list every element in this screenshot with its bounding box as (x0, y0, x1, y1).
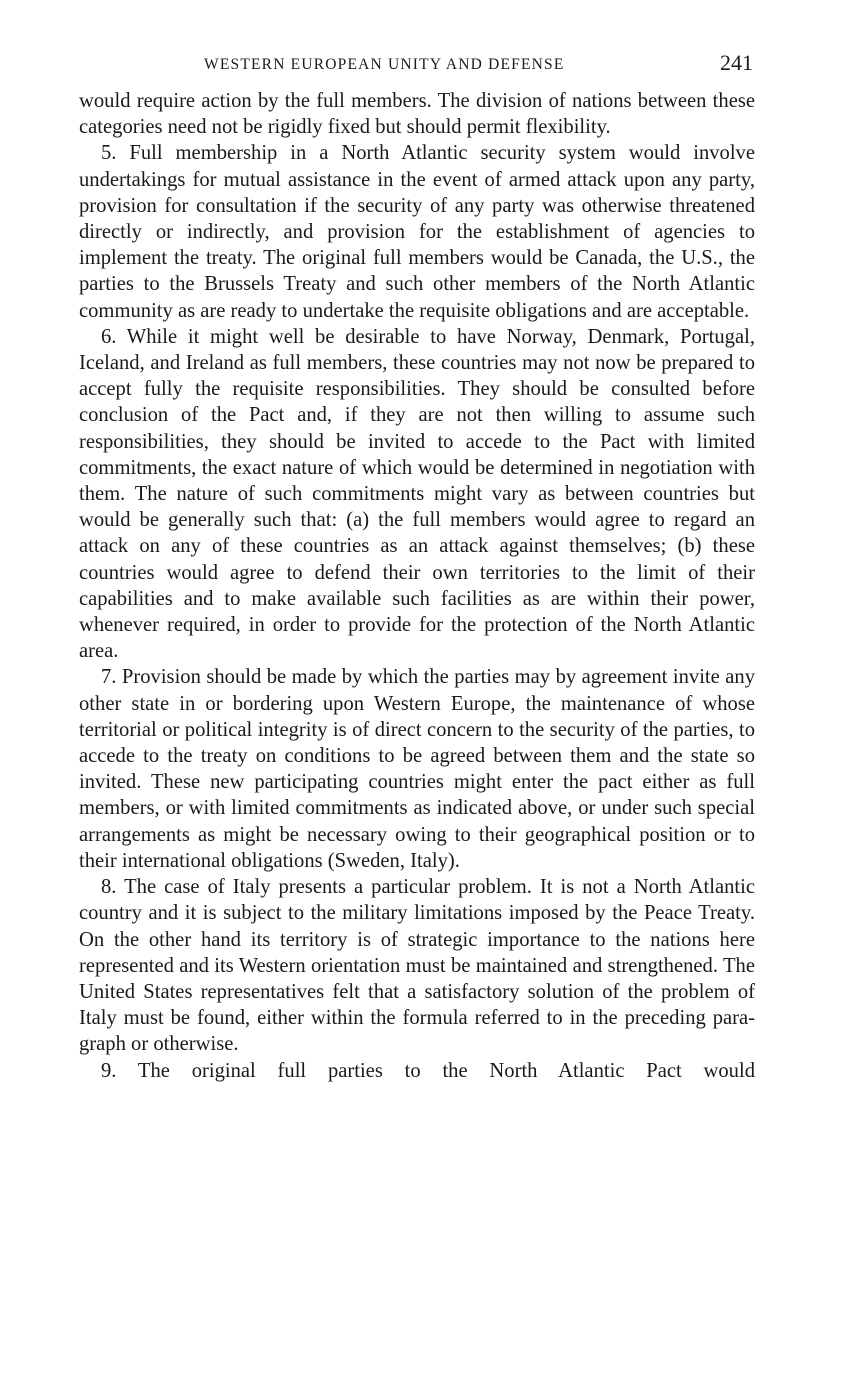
page-number: 241 (720, 50, 753, 75)
paragraph-7: 7. Provision should be made by which the parties may by agreement invite any other state in or bordering upon Western Europe, the maintenance of whose territorial or political integrity is of direct concern to the security of the parties, to accede to the treaty on conditions to be agreed between them and the state so invited. These new participating countries might enter the pact either as full members, or with limited commitments as indicated above, or under such special arrangements as might be necessary owing to their geographical position or to their international obligations (Sweden, Italy). (79, 666, 755, 872)
paragraph-continuation: would require action by the full members. The division of nations between these categories need not be rigidly fixed but should permit flexibility. (79, 90, 755, 139)
paragraph-9: 9. The original full parties to the North Atlantic Pact would (101, 1059, 755, 1082)
running-head (79, 48, 755, 82)
paragraph-6: 6. While it might well be desirable to have Norway, Denmark, Portugal, Iceland, and Ireland as full members, these countries may not now be prepared to accept fully the requisite responsibilities. They should be consulted before conclusion of the Pact and, if they are not then willing to assume such responsibilities, they should be invited to accede to the Pact with limited commitments, the exact nature of which would be determined in negotiation with them. The nature of such commitments might vary as between countries but would be generally such that: (a) the full members would agree to regard an attack on any of these countries as an attack against themselves; (b) these countries would agree to defend their own territories to the limit of their capabilities and to make available such facilities as are within their power, whenever required, in order to provide for the protection of the North Atlantic area. (79, 325, 755, 663)
paragraph-5: 5. Full membership in a North Atlantic security system would involve undertakings for mutual assistance in the event of armed attack upon any party, provision for consultation if the security of any party was otherwise threatened directly or indirectly, and provision for the establishment of agencies to implement the treaty. The original full members would be Canada, the U.S., the parties to the Brussels Treaty and such other members of the North Atlantic community as are ready to undertake the requisite obligations and are acceptable. (79, 142, 755, 322)
body-text (79, 88, 755, 1084)
paragraph-8: 8. The case of Italy presents a particular problem. It is not a North Atlantic country and it is subject to the military limitations imposed by the Peace Treaty. On the other hand its territory is of strategic importance to the nations here represented and its Western orientation must be maintained and strengthened. The United States representatives felt that a satisfactory solution of the problem of Italy must be found, either within the formula referred to in the preceding paragraph or otherwise. (79, 876, 755, 1056)
document-page (79, 48, 755, 1084)
running-title: WESTERN EUROPEAN UNITY AND DEFENSE (204, 56, 565, 73)
